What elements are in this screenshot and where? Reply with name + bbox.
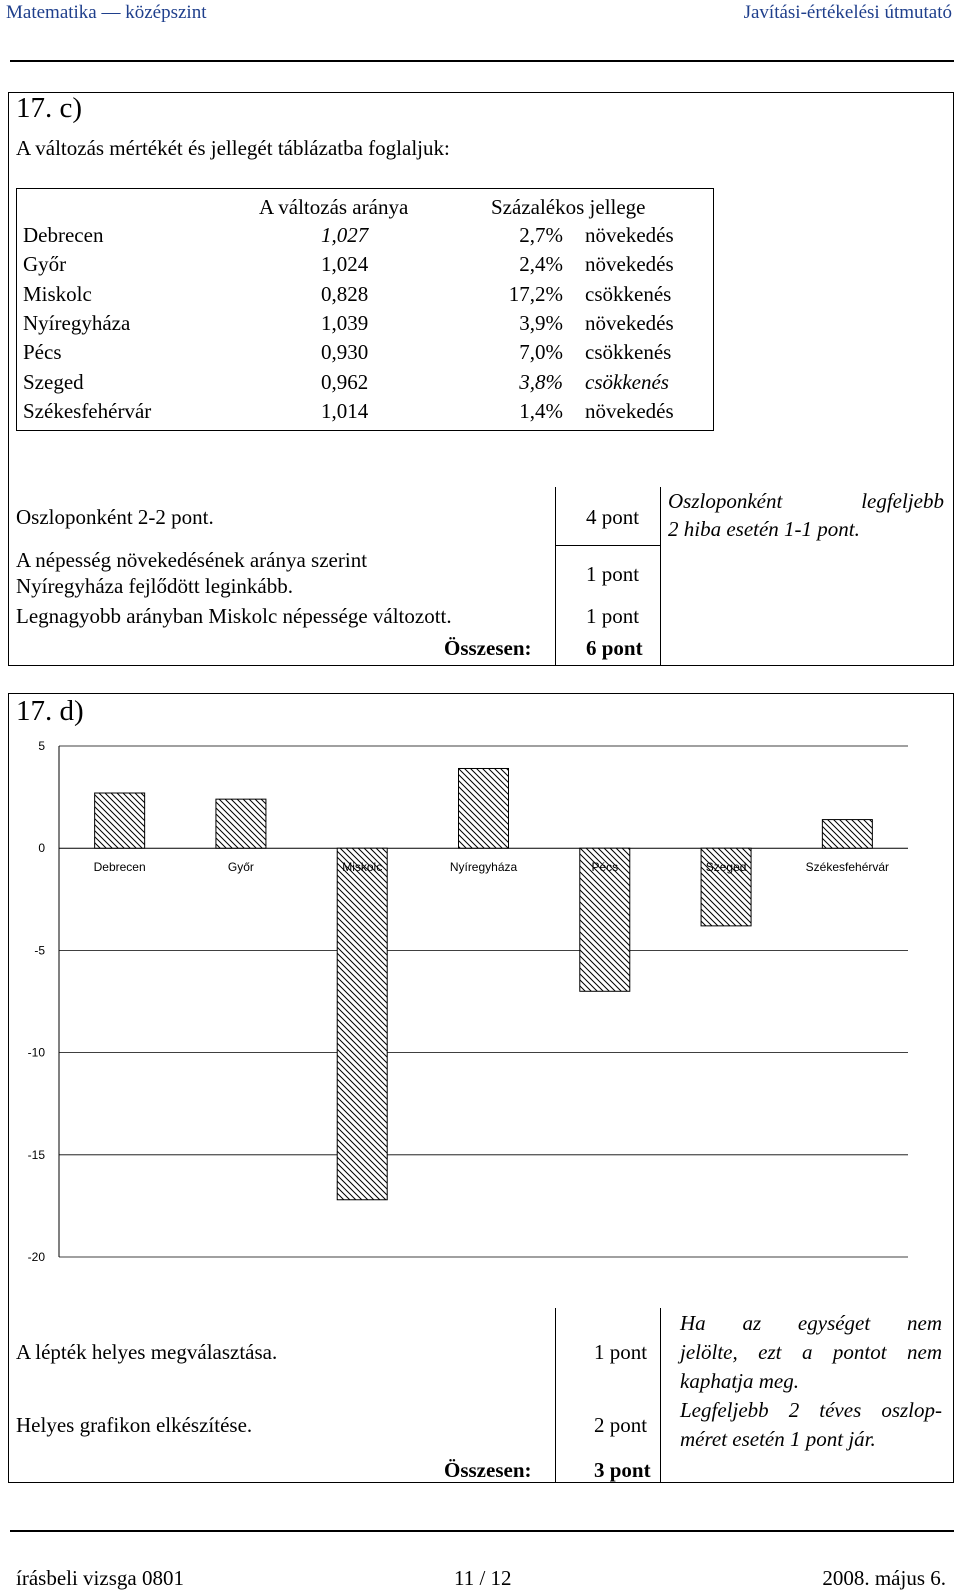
footer-left: írásbeli vizsga 0801 (16, 1566, 184, 1590)
table-cell-city: Székesfehérvár (23, 398, 152, 423)
scoring-c-line1: Oszloponként 2-2 pont. (16, 505, 214, 529)
table-cell-city: Nyíregyháza (23, 310, 131, 335)
bar-székesfehérvár (822, 820, 872, 849)
table-cell-kind: csökkenés (585, 281, 672, 306)
table-header-ratio: A változás aránya (259, 195, 409, 219)
category-label: Pécs (591, 860, 619, 875)
table-cell-ratio: 1,024 (321, 252, 369, 277)
points-column-d-right-border (660, 1308, 661, 1483)
y-tick-label: -10 (27, 1045, 45, 1060)
table-cell-city: Debrecen (23, 223, 104, 247)
scoring-d-total-label: Összesen: (444, 1458, 532, 1482)
points-column-left-border (555, 487, 556, 665)
category-label: Győr (227, 860, 254, 875)
table-cell-ratio: 1,027 (321, 223, 369, 247)
table-cell-city: Szeged (23, 369, 84, 394)
scoring-c-total-label: Összesen: (444, 636, 532, 660)
table-cell-ratio: 0,962 (321, 369, 369, 394)
table-cell-percent: 1,4% (519, 398, 563, 423)
y-tick-label: -5 (34, 943, 45, 958)
section-d-title: 17. d) (16, 695, 84, 727)
points-column-right-border (660, 487, 661, 665)
scoring-d-note2a: Legfeljebb 2 téves oszlop- (680, 1398, 942, 1422)
scoring-d-line1: A lépték helyes megválasztása. (16, 1340, 278, 1364)
table-cell-city: Pécs (23, 340, 62, 365)
y-tick-label: 0 (38, 841, 45, 856)
category-label: Miskolc (342, 860, 383, 875)
table-cell-kind: növekedés (585, 398, 674, 423)
scoring-c-points1: 4 pont (586, 505, 640, 529)
scoring-d-total-points: 3 pont (594, 1458, 651, 1482)
bar-debrecen (95, 793, 145, 848)
scoring-c-line2b: Nyíregyháza fejlődött leginkább. (16, 574, 293, 598)
scoring-d-points1: 1 pont (594, 1340, 648, 1364)
table-cell-city: Miskolc (23, 281, 92, 306)
section-c-title: 17. c) (16, 92, 83, 124)
table-cell-percent: 2,4% (519, 252, 563, 277)
scoring-c-points2: 1 pont (586, 562, 640, 586)
scoring-d-points2: 2 pont (594, 1413, 648, 1437)
footer-rule (10, 1530, 954, 1532)
table-cell-ratio: 1,039 (321, 310, 369, 335)
category-label: Debrecen (93, 860, 146, 875)
table-cell-ratio: 1,014 (321, 398, 369, 423)
section-c-intro: A változás mértékét és jellegét táblázatba foglaljuk: (16, 136, 450, 160)
scoring-d-note2b: méret esetén 1 pont jár. (680, 1427, 876, 1451)
scoring-c-total-points: 6 pont (586, 636, 643, 660)
scoring-d-note1a: Ha az egységet nem (680, 1311, 942, 1335)
scoring-c-note2: 2 hiba esetén 1-1 pont. (668, 517, 860, 541)
table-cell-kind: növekedés (585, 252, 674, 277)
table-header-percent: Százalékos jellege (491, 195, 646, 219)
category-label: Szeged (705, 860, 747, 875)
header-rule (10, 60, 954, 62)
table-cell-kind: csökkenés (585, 340, 672, 365)
points-separator (555, 545, 660, 546)
table-cell-ratio: 0,930 (321, 340, 369, 365)
scoring-c-points3: 1 pont (586, 604, 640, 628)
bar-győr (216, 799, 266, 848)
bar-miskolc (337, 848, 387, 1200)
table-cell-percent: 3,9% (519, 310, 563, 335)
footer-right: 2008. május 6. (822, 1566, 946, 1590)
table-cell-percent: 2,7% (519, 223, 563, 247)
y-tick-label: -15 (27, 1147, 45, 1162)
category-label: Székesfehérvár (805, 860, 890, 875)
scoring-d-note1c: kaphatja meg. (680, 1369, 799, 1393)
scoring-c-note1: Oszloponként legfeljebb (668, 489, 944, 513)
y-tick-label: 5 (38, 740, 45, 753)
table-cell-city: Győr (23, 252, 67, 277)
result-table (16, 188, 714, 431)
table-cell-percent: 7,0% (519, 340, 563, 365)
header-left: Matematika — középszint (6, 2, 207, 23)
footer-center: 11 / 12 (454, 1566, 512, 1590)
header-right: Javítási-értékelési útmutató (743, 2, 952, 23)
scoring-c-line2a: A népesség növekedésének aránya szerint (16, 548, 368, 572)
table-cell-percent: 3,8% (519, 369, 563, 394)
bar-nyíregyháza (459, 768, 509, 848)
table-cell-ratio: 0,828 (321, 281, 369, 306)
table-cell-percent: 17,2% (508, 281, 563, 306)
scoring-c-line3: Legnagyobb arányban Miskolc népessége változott. (16, 604, 452, 628)
y-tick-label: -20 (27, 1250, 45, 1264)
points-column-d-left-border (555, 1308, 556, 1483)
category-label: Nyíregyháza (449, 860, 518, 875)
bar-chart (16, 740, 946, 1295)
scoring-d-line2: Helyes grafikon elkészítése. (16, 1413, 253, 1437)
table-cell-kind: csökkenés (585, 369, 669, 394)
scoring-d-note1b: jelölte, ezt a pontot nem (680, 1340, 942, 1364)
table-cell-kind: növekedés (585, 223, 674, 247)
table-cell-kind: növekedés (585, 310, 674, 335)
